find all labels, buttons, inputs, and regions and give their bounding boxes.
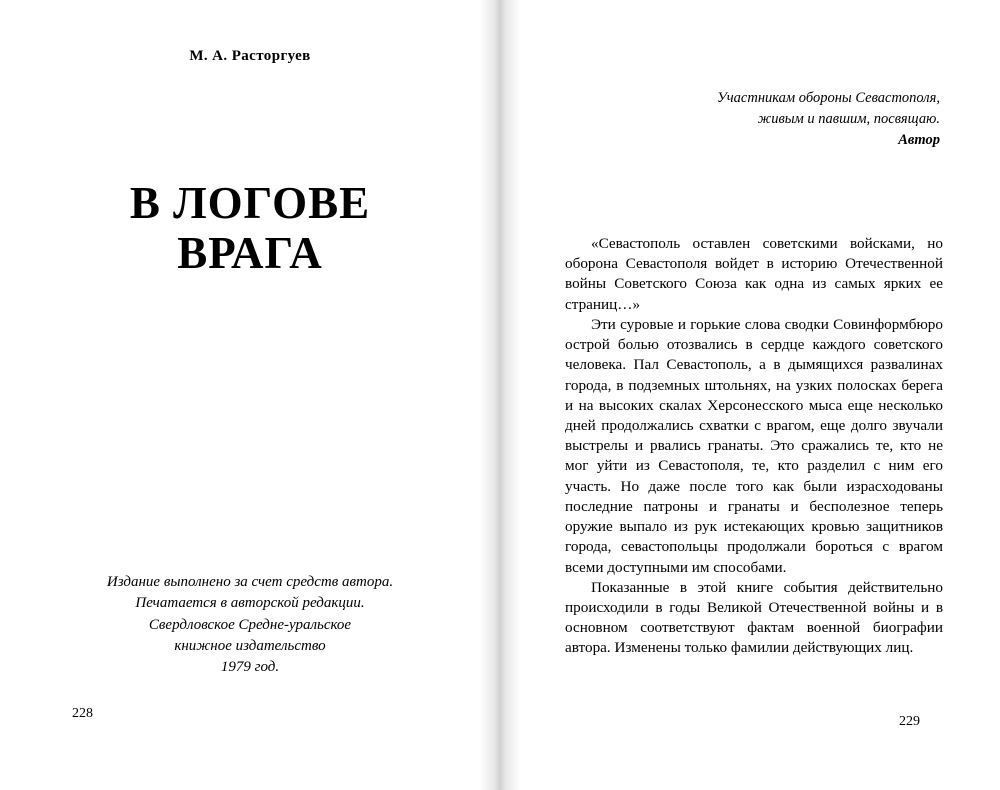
dedication-line-1: Участникам обороны Севастополя, <box>716 90 940 106</box>
imprint-line-1: Издание выполнено за счет средств автора. <box>106 574 394 590</box>
dedication-block <box>600 88 940 151</box>
imprint-line-3: Свердловское Средне-уральское <box>148 616 352 633</box>
body-text <box>565 234 943 659</box>
book-title-line-1: В ЛОГОВЕ <box>129 178 371 228</box>
imprint-line-4: книжное издательство <box>174 637 326 654</box>
body-paragraph-3: Показанные в этой книге события действительно происходили в годы Великой Отечественной войны и в основном соответствуют фактам военной биографии автора. Изменены только фамилии действующих лиц. <box>565 578 943 657</box>
book-author: М. А. Расторгуев <box>189 48 311 64</box>
page-number-left: 228 <box>72 706 93 721</box>
right-page <box>500 0 1000 790</box>
page-number-right: 229 <box>899 714 920 729</box>
book-title-line-2: ВРАГА <box>177 228 323 279</box>
imprint-block <box>0 572 500 678</box>
imprint-line-2: Печатается в авторской редакции. <box>135 595 365 612</box>
dedication-line-2: живым и павшим, посвящаю. <box>757 111 940 128</box>
dedication-signature: Автор <box>898 132 940 149</box>
body-paragraph-1: «Севастополь оставлен советскими войсками, но оборона Севастополя войдет в историю Отечественной войны Советского Союза как одна из самых ярких ее страниц…» <box>565 235 943 313</box>
book-title <box>0 178 500 279</box>
imprint-line-5: 1979 год. <box>220 659 280 676</box>
body-paragraph-2: Эти суровые и горькие слова сводки Совинформбюро острой болью отозвались в сердце каждого советского человека. Пал Севастополь, а в дымящихся развалинах города, в подземных штольнях, на узких полосках берега и на высоких скалах Херсонесского мыса еще несколько дней продолжались схватки с врагом, еще долго звучали выстрелы и рвались гранаты. Это сражались те, кто не мог уйти из Севастополя, те, кто разделил с ним его участь. Но даже после того как были израсходованы последние патроны и гранаты и бесполезное теперь оружие выпало из рук истекающих кровью защитников города, севастопольцы продолжали бороться с врагом всеми доступными им способами. <box>565 315 943 576</box>
